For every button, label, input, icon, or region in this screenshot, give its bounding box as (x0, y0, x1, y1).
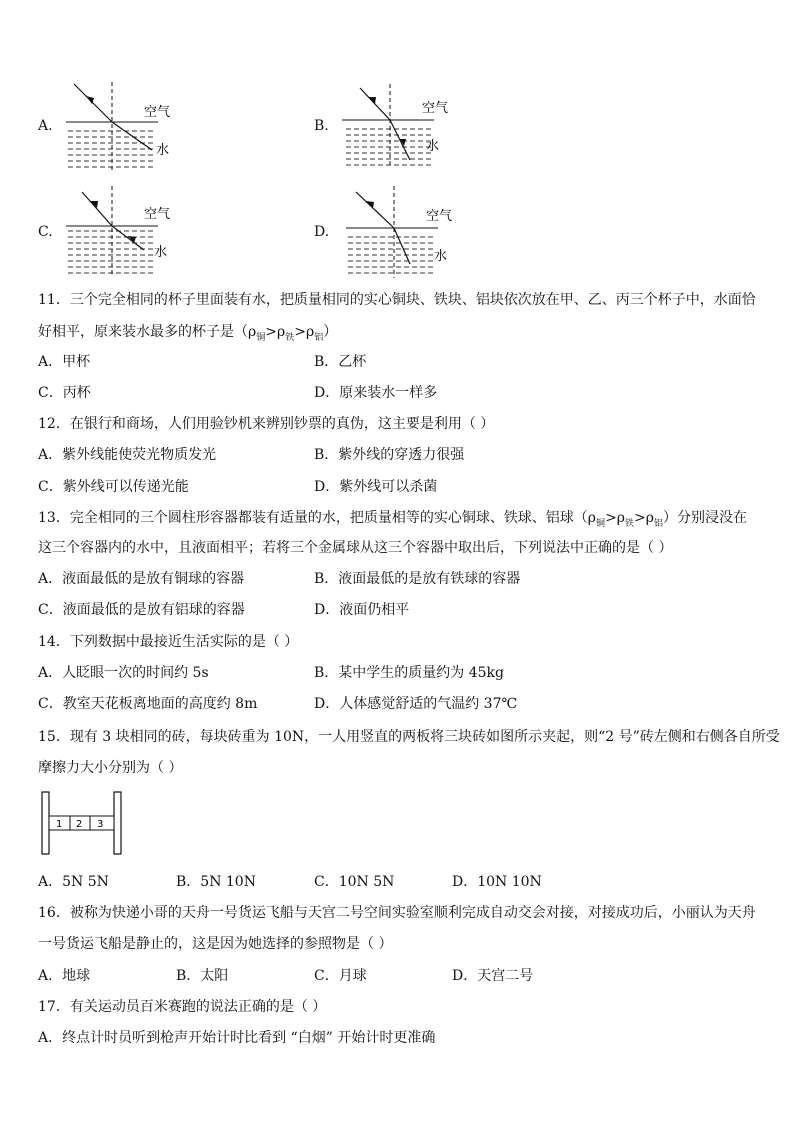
q13-option-b[interactable]: B．液面最低的是放有铁球的容器 (314, 571, 521, 587)
q13-stem-line1: 13．完全相同的三个圆柱形容器都装有适量的水，把质量相等的实心铜球、铁球、铝球$(\rho_铜>\rho_铁>\rho_铝)$分别浸没在 (38, 510, 748, 529)
q11-option-b[interactable]: B．乙杯 (314, 354, 367, 370)
q11-option-a[interactable]: A．甲杯 (38, 354, 91, 370)
q11-option-d[interactable]: D．原来装水一样多 (314, 385, 438, 401)
q11-stem-line1: 11．三个完全相同的杯子里面装有水，把质量相同的实心铜块、铁块、铝块依次放在甲、乙、丙三个杯子中，水面恰 (38, 292, 756, 308)
refraction-diagram-c (60, 186, 190, 278)
q16-stem-line1: 16．被称为快递小哥的天舟一号货运飞船与天宫二号空间实验室顺利完成自动交会对接，对接成功后，小丽认为天舟 (38, 905, 756, 921)
water-label-d: 水 (434, 249, 448, 264)
brick-clamp-diagram (38, 790, 128, 858)
brick-2-label: 2 (76, 819, 83, 830)
q16-option-d[interactable]: D．天宫二号 (452, 968, 534, 984)
q15-stem-line1: 15．现有 3 块相同的砖，每块砖重为 10N，一人用竖直的两板将三块砖如图所示夹起，则“2 号”砖左侧和右侧各自所受 (38, 729, 780, 745)
q14-stem: 14．下列数据中最接近生活实际的是（ ） (38, 634, 299, 650)
q11-option-c[interactable]: C．丙杯 (38, 385, 91, 401)
q17-stem: 17．有关运动员百米赛跑的说法正确的是（ ） (38, 999, 327, 1015)
refraction-diagram-b (338, 84, 468, 174)
q15-option-d[interactable]: D．10N 10N (452, 874, 542, 890)
q13-option-a[interactable]: A．液面最低的是放有铜球的容器 (38, 571, 245, 587)
option-c-label: C. (38, 224, 53, 240)
q16-stem-line2: 一号货运飞船是静止的，这是因为她选择的参照物是（ ） (38, 936, 393, 952)
q12-option-d[interactable]: D．紫外线可以杀菌 (314, 479, 438, 495)
option-d-label: D. (314, 224, 330, 240)
q17-option-a[interactable]: A．终点计时员听到枪声开始计时比看到 “白烟” 开始计时更准确 (38, 1030, 436, 1046)
option-a-label: A. (38, 118, 53, 134)
q15-option-a[interactable]: A．5N 5N (38, 874, 109, 890)
air-label-c: 空气 (144, 207, 171, 222)
option-b-label: B. (314, 118, 329, 134)
brick-3-label: 3 (97, 819, 104, 830)
water-label-b: 水 (426, 139, 440, 154)
q16-option-c[interactable]: C．月球 (314, 968, 367, 984)
refraction-diagram-a (60, 80, 190, 172)
q16-option-a[interactable]: A．地球 (38, 968, 91, 984)
q12-stem: 12．在银行和商场，人们用验钞机来辨别钞票的真伪，这主要是利用（ ） (38, 416, 495, 432)
q15-option-c[interactable]: C．10N 5N (314, 874, 395, 890)
q15-option-b[interactable]: B．5N 10N (176, 874, 256, 890)
water-label-c: 水 (154, 245, 168, 260)
q14-option-d[interactable]: D．人体感觉舒适的气温约 37℃ (314, 696, 518, 712)
q12-option-a[interactable]: A．紫外线能使荧光物质发光 (38, 447, 217, 463)
q11-stem-line2: 好相平，原来装水最多的杯子是$(\rho_铜>\rho_铁>\rho_铝)$ (38, 324, 338, 343)
q13-option-c[interactable]: C．液面最低的是放有铝球的容器 (38, 602, 245, 618)
brick-1-label: 1 (56, 819, 63, 830)
q12-option-b[interactable]: B．紫外线的穿透力很强 (314, 447, 465, 463)
air-label-d: 空气 (426, 209, 453, 224)
q13-option-d[interactable]: D．液面仍相平 (314, 602, 410, 618)
q14-option-b[interactable]: B．某中学生的质量约为 45kg (314, 665, 504, 681)
q16-option-b[interactable]: B．太阳 (176, 968, 229, 984)
q14-option-c[interactable]: C．教室天花板离地面的高度约 8m (38, 696, 258, 712)
refraction-diagram-d (340, 186, 470, 282)
q14-option-a[interactable]: A．人眨眼一次的时间约 5s (38, 665, 209, 681)
q15-stem-line2: 摩擦力大小分别为（ ） (38, 760, 183, 776)
q12-option-c[interactable]: C．紫外线可以传递光能 (38, 479, 189, 495)
air-label-a: 空气 (144, 105, 171, 120)
q13-stem-line2: 这三个容器内的水中，且液面相平；若将三个金属球从这三个容器中取出后，下列说法中正确的是（ ） (38, 540, 673, 556)
air-label-b: 空气 (422, 101, 449, 116)
water-label-a: 水 (156, 143, 170, 158)
